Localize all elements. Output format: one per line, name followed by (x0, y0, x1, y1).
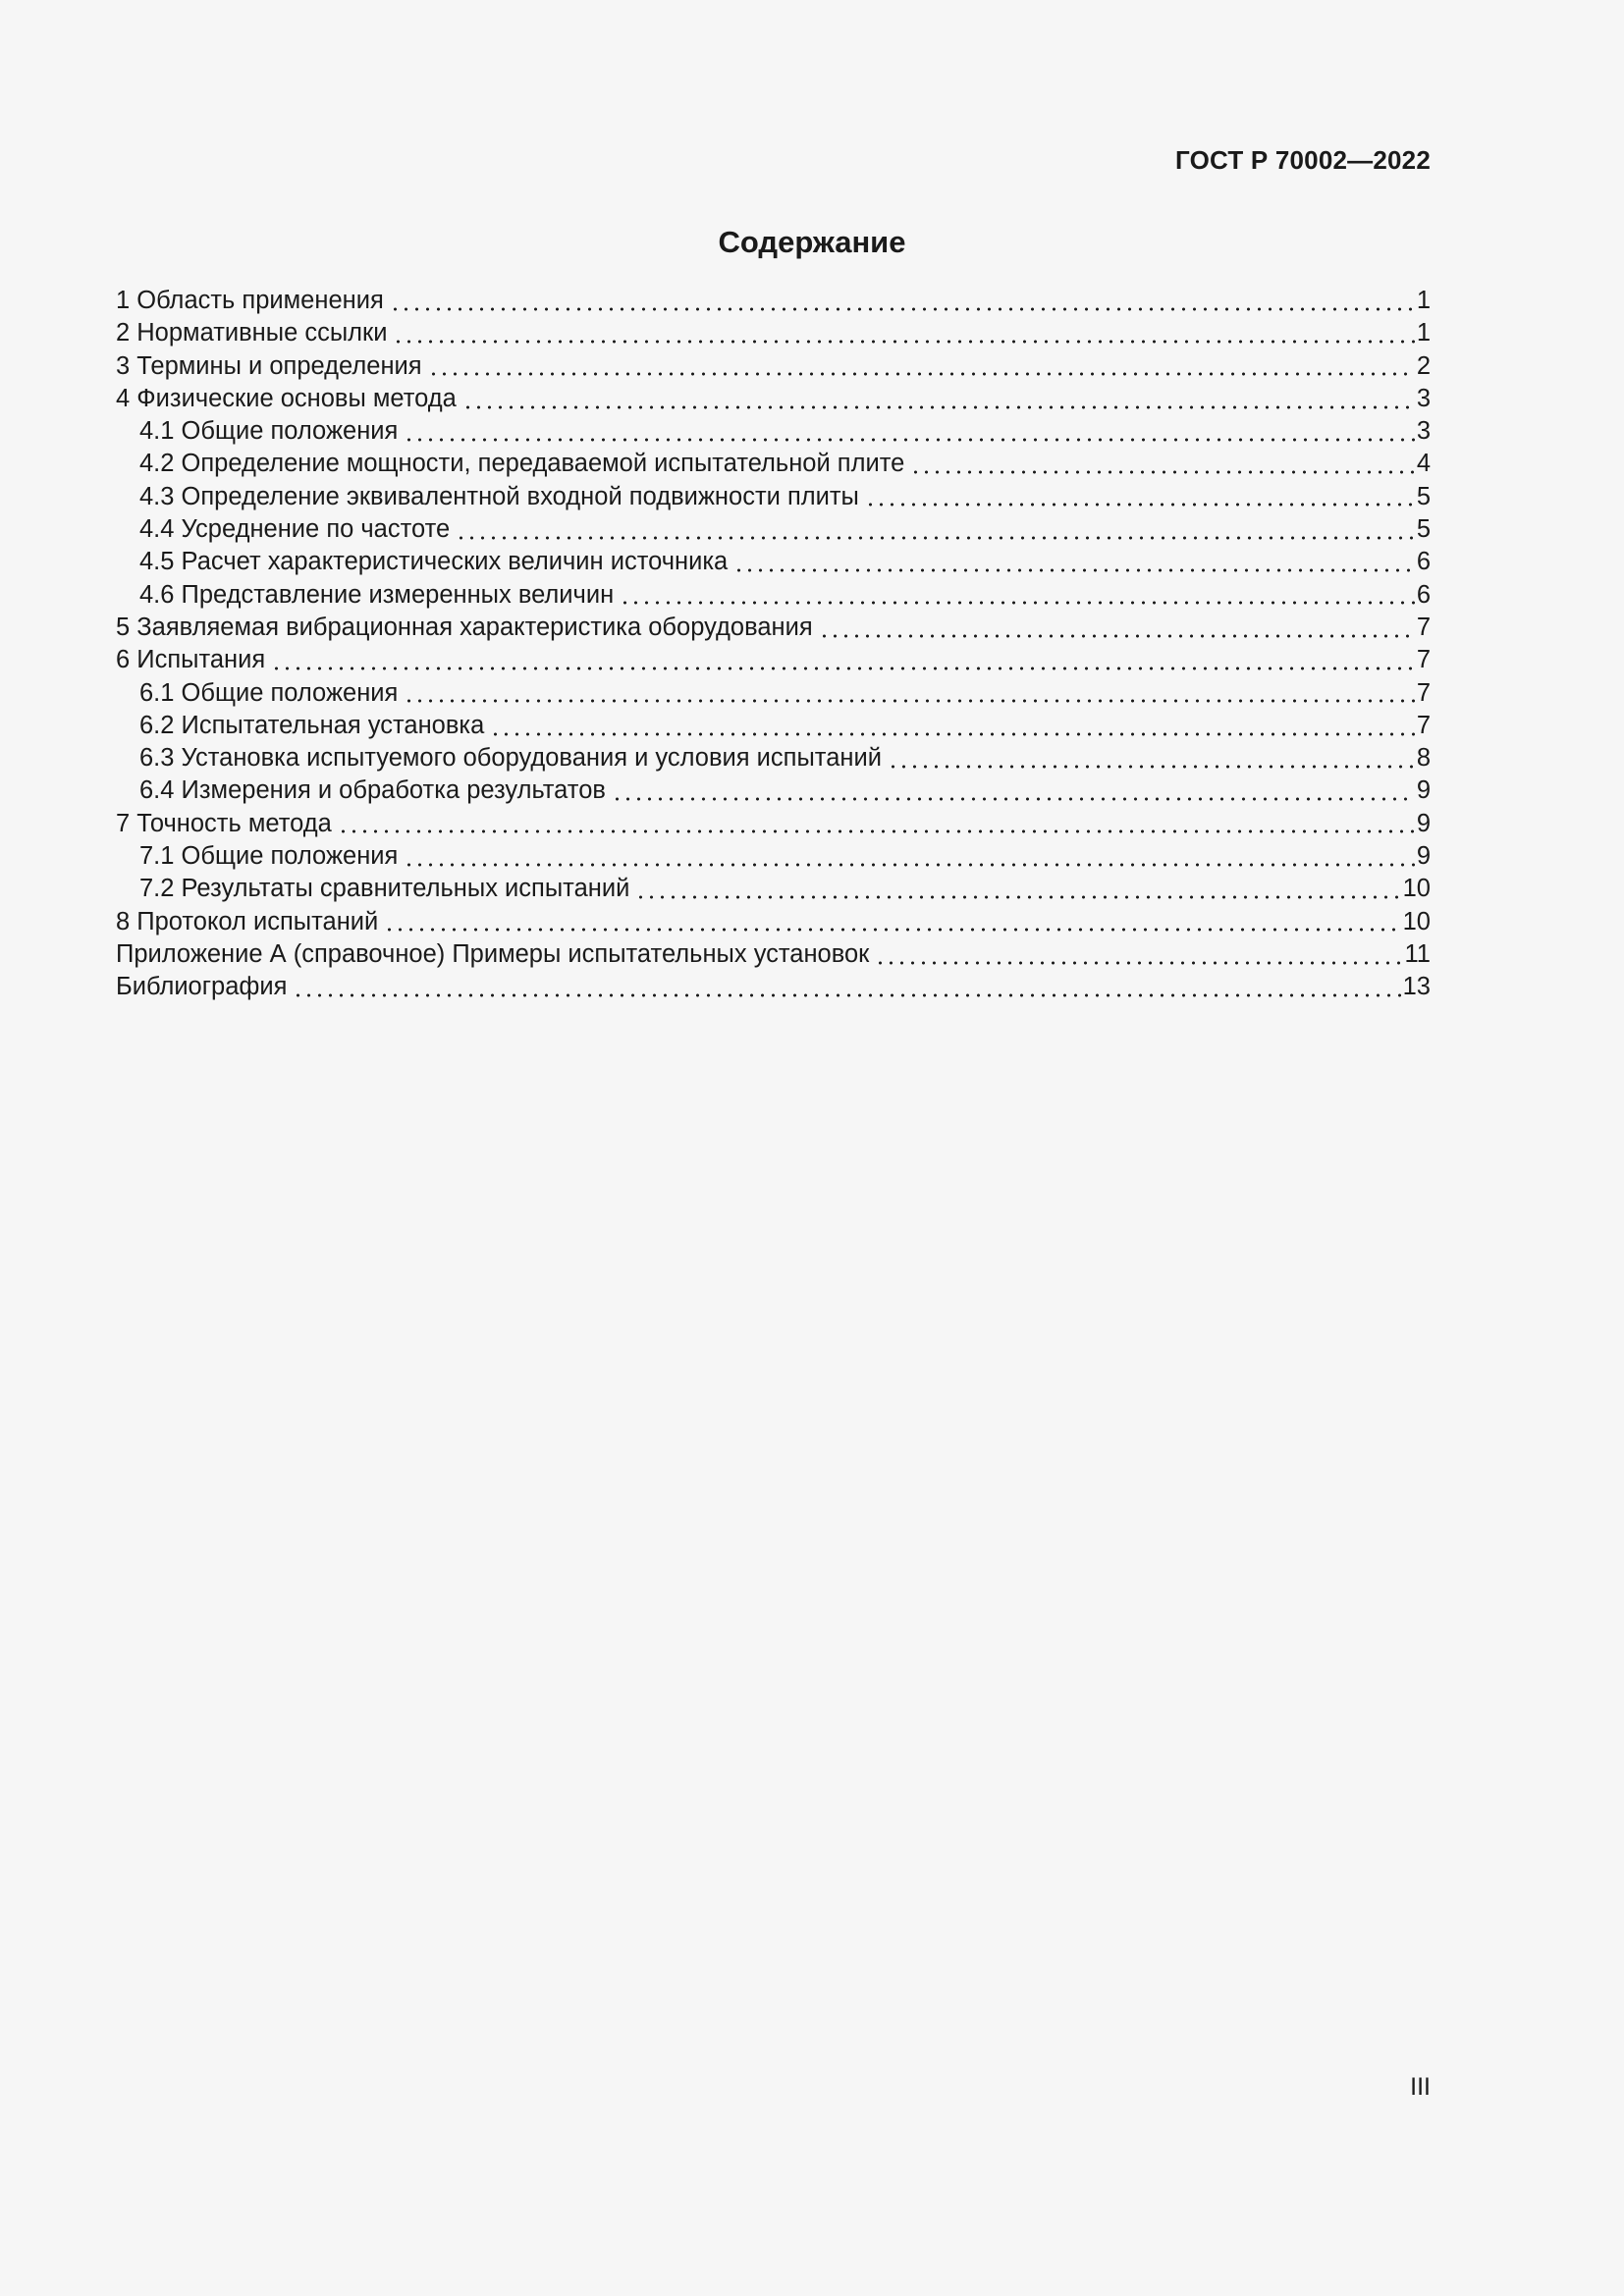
toc-entry[interactable] (116, 481, 1431, 513)
toc-entry-label: 6.4 Измерения и обработка результатов (139, 776, 606, 805)
toc-entry[interactable] (116, 612, 1431, 644)
dot-leader (865, 503, 1415, 507)
toc-entry-page: 1 (1416, 287, 1431, 314)
document-code: ГОСТ Р 70002—2022 (1175, 145, 1431, 175)
toc-entry[interactable] (116, 774, 1431, 807)
toc-entry-page: 3 (1416, 417, 1431, 446)
toc-entry-label: Библиография (116, 973, 288, 1001)
toc-entry-label: 4 Физические основы метода (116, 384, 457, 412)
toc-entry-label: 1 Область применения (116, 287, 384, 314)
toc-entry-label: 6 Испытания (116, 646, 266, 674)
toc-entry-page: 5 (1416, 515, 1431, 544)
toc-entry-label: 6.3 Установка испытуемого оборудования и условия испытаний (139, 744, 882, 773)
table-of-contents (116, 285, 1431, 1004)
dot-leader (338, 829, 1415, 833)
toc-entry-page: 1 (1416, 319, 1431, 347)
dot-leader (404, 863, 1414, 867)
dot-leader (393, 340, 1414, 344)
toc-entry[interactable] (116, 546, 1431, 578)
toc-entry-page: 8 (1416, 744, 1431, 773)
toc-entry[interactable] (116, 677, 1431, 710)
toc-entry-label: 4.4 Усреднение по частоте (139, 515, 451, 544)
dot-leader (404, 699, 1414, 703)
toc-entry-page: 13 (1402, 973, 1431, 1001)
toc-entry-page: 11 (1404, 939, 1431, 968)
dot-leader (819, 634, 1415, 638)
page-number: III (1410, 2073, 1431, 2101)
toc-entry-page: 6 (1416, 548, 1431, 576)
dot-leader (404, 438, 1414, 442)
dot-leader (428, 372, 1415, 376)
toc-entry[interactable] (116, 644, 1431, 676)
toc-entry[interactable] (116, 350, 1431, 383)
toc-entry[interactable] (116, 808, 1431, 840)
toc-entry-page: 7 (1416, 646, 1431, 674)
toc-entry-page: 6 (1416, 580, 1431, 609)
dot-leader (635, 895, 1400, 899)
toc-entry[interactable] (116, 938, 1431, 971)
toc-entry[interactable] (116, 285, 1431, 317)
toc-entry-page: 7 (1416, 711, 1431, 739)
toc-entry-page: 9 (1416, 776, 1431, 805)
dot-leader (620, 601, 1415, 605)
toc-entry[interactable] (116, 448, 1431, 480)
toc-entry-label: 6.2 Испытательная установка (139, 711, 485, 739)
toc-entry[interactable] (116, 513, 1431, 546)
toc-entry-label: 6.1 Общие положения (139, 678, 399, 707)
dot-leader (462, 405, 1415, 409)
toc-entry-page: 7 (1416, 678, 1431, 707)
dot-leader (888, 765, 1415, 769)
dot-leader (384, 928, 1400, 932)
toc-entry[interactable] (116, 840, 1431, 873)
toc-entry-label: 3 Термины и определения (116, 351, 422, 380)
toc-entry[interactable] (116, 317, 1431, 349)
dot-leader (875, 961, 1402, 965)
dot-leader (271, 667, 1415, 670)
toc-entry-page: 10 (1402, 907, 1431, 935)
toc-entry[interactable] (116, 710, 1431, 742)
dot-leader (612, 797, 1415, 801)
toc-entry-label: 4.5 Расчет характеристических величин источника (139, 548, 729, 576)
toc-entry-label: Приложение А (справочное) Примеры испытательных установок (116, 939, 870, 968)
toc-entry[interactable] (116, 971, 1431, 1003)
dot-leader (456, 536, 1415, 540)
toc-entry-label: 2 Нормативные ссылки (116, 319, 388, 347)
toc-entry-label: 7.2 Результаты сравнительных испытаний (139, 875, 630, 903)
toc-entry-label: 4.1 Общие положения (139, 417, 399, 446)
toc-entry-page: 7 (1416, 613, 1431, 641)
toc-entry-page: 2 (1416, 351, 1431, 380)
toc-entry[interactable] (116, 906, 1431, 938)
toc-entry-label: 4.3 Определение эквивалентной входной подвижности плиты (139, 482, 859, 510)
dot-leader (293, 993, 1400, 997)
toc-entry[interactable] (116, 415, 1431, 448)
toc-entry-label: 7.1 Общие положения (139, 842, 399, 871)
toc-entry[interactable] (116, 579, 1431, 612)
toc-entry-label: 4.6 Представление измеренных величин (139, 580, 615, 609)
toc-entry-page: 5 (1416, 482, 1431, 510)
page-title: Содержание (718, 225, 906, 259)
toc-entry[interactable] (116, 383, 1431, 415)
toc-entry-label: 7 Точность метода (116, 809, 332, 837)
dot-leader (390, 307, 1415, 311)
dot-leader (490, 732, 1415, 736)
dot-leader (733, 568, 1415, 572)
toc-entry[interactable] (116, 742, 1431, 774)
toc-entry-page: 9 (1416, 809, 1431, 837)
toc-entry-page: 10 (1402, 875, 1431, 903)
dot-leader (910, 470, 1415, 474)
toc-entry-label: 4.2 Определение мощности, передаваемой испытательной плите (139, 450, 905, 478)
toc-entry-label: 5 Заявляемая вибрационная характеристика оборудования (116, 613, 813, 641)
toc-entry-page: 9 (1416, 842, 1431, 871)
toc-entry-page: 4 (1416, 450, 1431, 478)
toc-entry[interactable] (116, 873, 1431, 905)
toc-entry-label: 8 Протокол испытаний (116, 907, 379, 935)
toc-entry-page: 3 (1416, 384, 1431, 412)
